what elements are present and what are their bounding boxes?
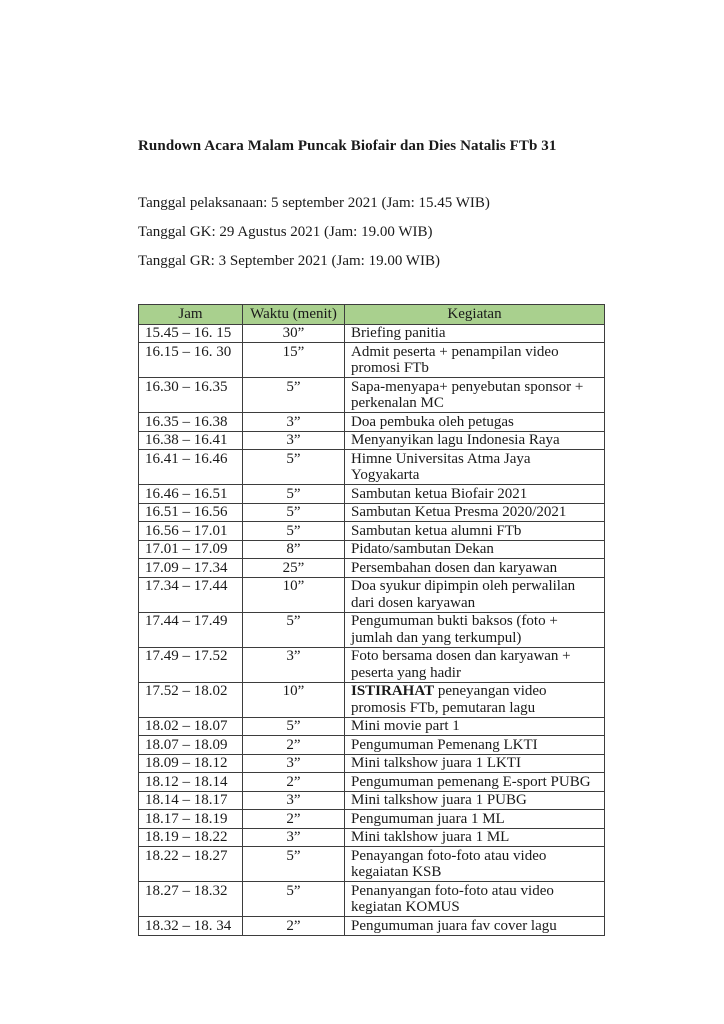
cell-kegiatan: ISTIRAHAT peneyangan video promosis FTb, pemutaran lagu <box>345 682 605 717</box>
table-row <box>139 754 605 773</box>
table-row <box>139 791 605 810</box>
cell-kegiatan: Mini taklshow juara 1 ML <box>345 828 605 847</box>
table-row <box>139 485 605 504</box>
document-content <box>138 138 606 936</box>
cell-waktu: 2” <box>243 736 345 755</box>
cell-jam: 18.27 – 18.32 <box>139 882 243 917</box>
cell-jam: 17.49 – 17.52 <box>139 647 243 682</box>
cell-waktu: 30” <box>243 324 345 343</box>
cell-kegiatan: Pengumuman juara 1 ML <box>345 810 605 829</box>
cell-jam: 15.45 – 16. 15 <box>139 324 243 343</box>
column-header-kegiatan: Kegiatan <box>345 305 605 325</box>
info-line-gk: Tanggal GK: 29 Agustus 2021 (Jam: 19.00 WIB) <box>138 224 433 240</box>
table-row <box>139 717 605 736</box>
header-row <box>139 305 605 325</box>
table-row <box>139 847 605 882</box>
cell-waktu: 5” <box>243 522 345 541</box>
cell-waktu: 5” <box>243 847 345 882</box>
cell-jam: 16.38 – 16.41 <box>139 431 243 450</box>
cell-jam: 18.07 – 18.09 <box>139 736 243 755</box>
table-row <box>139 810 605 829</box>
cell-waktu: 10” <box>243 682 345 717</box>
table-row <box>139 413 605 432</box>
cell-jam: 16.51 – 16.56 <box>139 503 243 522</box>
table-row <box>139 378 605 413</box>
table-row <box>139 559 605 578</box>
cell-kegiatan: Pengumuman juara fav cover lagu <box>345 917 605 936</box>
cell-waktu: 5” <box>243 717 345 736</box>
cell-kegiatan: Mini talkshow juara 1 LKTI <box>345 754 605 773</box>
cell-kegiatan: Menyanyikan lagu Indonesia Raya <box>345 431 605 450</box>
cell-jam: 18.02 – 18.07 <box>139 717 243 736</box>
cell-jam: 16.41 – 16.46 <box>139 450 243 485</box>
cell-kegiatan: Foto bersama dosen dan karyawan + peserta yang hadir <box>345 647 605 682</box>
kegiatan-bold-text: ISTIRAHAT <box>351 683 435 699</box>
cell-waktu: 3” <box>243 431 345 450</box>
cell-kegiatan: Admit peserta + penampilan video promosi FTb <box>345 343 605 378</box>
cell-jam: 17.52 – 18.02 <box>139 682 243 717</box>
cell-kegiatan: Persembahan dosen dan karyawan <box>345 559 605 578</box>
cell-jam: 16.56 – 17.01 <box>139 522 243 541</box>
cell-jam: 18.32 – 18. 34 <box>139 917 243 936</box>
info-line-gr: Tanggal GR: 3 September 2021 (Jam: 19.00 WIB) <box>138 253 440 269</box>
cell-jam: 18.12 – 18.14 <box>139 773 243 792</box>
cell-kegiatan: Doa syukur dipimpin oleh perwalilan dari dosen karyawan <box>345 577 605 612</box>
cell-jam: 16.35 – 16.38 <box>139 413 243 432</box>
cell-jam: 18.17 – 18.19 <box>139 810 243 829</box>
cell-kegiatan: Himne Universitas Atma Jaya Yogyakarta <box>345 450 605 485</box>
cell-waktu: 15” <box>243 343 345 378</box>
cell-kegiatan: Mini movie part 1 <box>345 717 605 736</box>
cell-waktu: 8” <box>243 540 345 559</box>
cell-waktu: 2” <box>243 917 345 936</box>
cell-jam: 17.34 – 17.44 <box>139 577 243 612</box>
cell-waktu: 5” <box>243 378 345 413</box>
cell-waktu: 3” <box>243 647 345 682</box>
cell-kegiatan: Penanyangan foto-foto atau video kegiatan KOMUS <box>345 882 605 917</box>
info-line-pelaksanaan: Tanggal pelaksanaan: 5 september 2021 (Jam: 15.45 WIB) <box>138 195 490 211</box>
cell-kegiatan: Mini talkshow juara 1 PUBG <box>345 791 605 810</box>
table-row <box>139 612 605 647</box>
table-row <box>139 736 605 755</box>
event-info <box>138 195 606 269</box>
cell-jam: 17.01 – 17.09 <box>139 540 243 559</box>
cell-kegiatan: Sambutan Ketua Presma 2020/2021 <box>345 503 605 522</box>
cell-kegiatan: Pidato/sambutan Dekan <box>345 540 605 559</box>
cell-waktu: 2” <box>243 773 345 792</box>
cell-waktu: 3” <box>243 754 345 773</box>
cell-kegiatan: Sambutan ketua alumni FTb <box>345 522 605 541</box>
document-title: Rundown Acara Malam Puncak Biofair dan Dies Natalis FTb 31 <box>138 138 557 154</box>
cell-waktu: 3” <box>243 791 345 810</box>
table-row <box>139 343 605 378</box>
cell-jam: 16.46 – 16.51 <box>139 485 243 504</box>
cell-jam: 18.09 – 18.12 <box>139 754 243 773</box>
table-row <box>139 324 605 343</box>
cell-jam: 18.22 – 18.27 <box>139 847 243 882</box>
table-row <box>139 431 605 450</box>
rundown-table-header <box>139 305 605 325</box>
table-row <box>139 522 605 541</box>
cell-kegiatan: Pengumuman bukti baksos (foto + jumlah dan yang terkumpul) <box>345 612 605 647</box>
rundown-table <box>138 304 605 936</box>
cell-kegiatan: Sapa-menyapa+ penyebutan sponsor + perkenalan MC <box>345 378 605 413</box>
cell-waktu: 25” <box>243 559 345 578</box>
table-row <box>139 882 605 917</box>
cell-waktu: 3” <box>243 828 345 847</box>
cell-waktu: 5” <box>243 503 345 522</box>
cell-jam: 16.15 – 16. 30 <box>139 343 243 378</box>
cell-waktu: 3” <box>243 413 345 432</box>
table-row <box>139 503 605 522</box>
table-row <box>139 647 605 682</box>
table-row <box>139 577 605 612</box>
cell-waktu: 5” <box>243 882 345 917</box>
cell-waktu: 10” <box>243 577 345 612</box>
cell-kegiatan: Sambutan ketua Biofair 2021 <box>345 485 605 504</box>
table-row <box>139 540 605 559</box>
cell-waktu: 5” <box>243 612 345 647</box>
column-header-jam: Jam <box>139 305 243 325</box>
cell-waktu: 5” <box>243 450 345 485</box>
cell-waktu: 2” <box>243 810 345 829</box>
cell-jam: 17.44 – 17.49 <box>139 612 243 647</box>
cell-waktu: 5” <box>243 485 345 504</box>
rundown-table-body <box>139 324 605 935</box>
cell-kegiatan: Briefing panitia <box>345 324 605 343</box>
cell-jam: 18.19 – 18.22 <box>139 828 243 847</box>
table-row <box>139 828 605 847</box>
cell-jam: 16.30 – 16.35 <box>139 378 243 413</box>
cell-kegiatan: Doa pembuka oleh petugas <box>345 413 605 432</box>
cell-kegiatan: Pengumuman pemenang E-sport PUBG <box>345 773 605 792</box>
table-row <box>139 773 605 792</box>
table-row <box>139 450 605 485</box>
cell-jam: 18.14 – 18.17 <box>139 791 243 810</box>
cell-kegiatan: Penayangan foto-foto atau video kegaiatan KSB <box>345 847 605 882</box>
table-row <box>139 917 605 936</box>
cell-jam: 17.09 – 17.34 <box>139 559 243 578</box>
table-row <box>139 682 605 717</box>
column-header-waktu: Waktu (menit) <box>243 305 345 325</box>
cell-kegiatan: Pengumuman Pemenang LKTI <box>345 736 605 755</box>
